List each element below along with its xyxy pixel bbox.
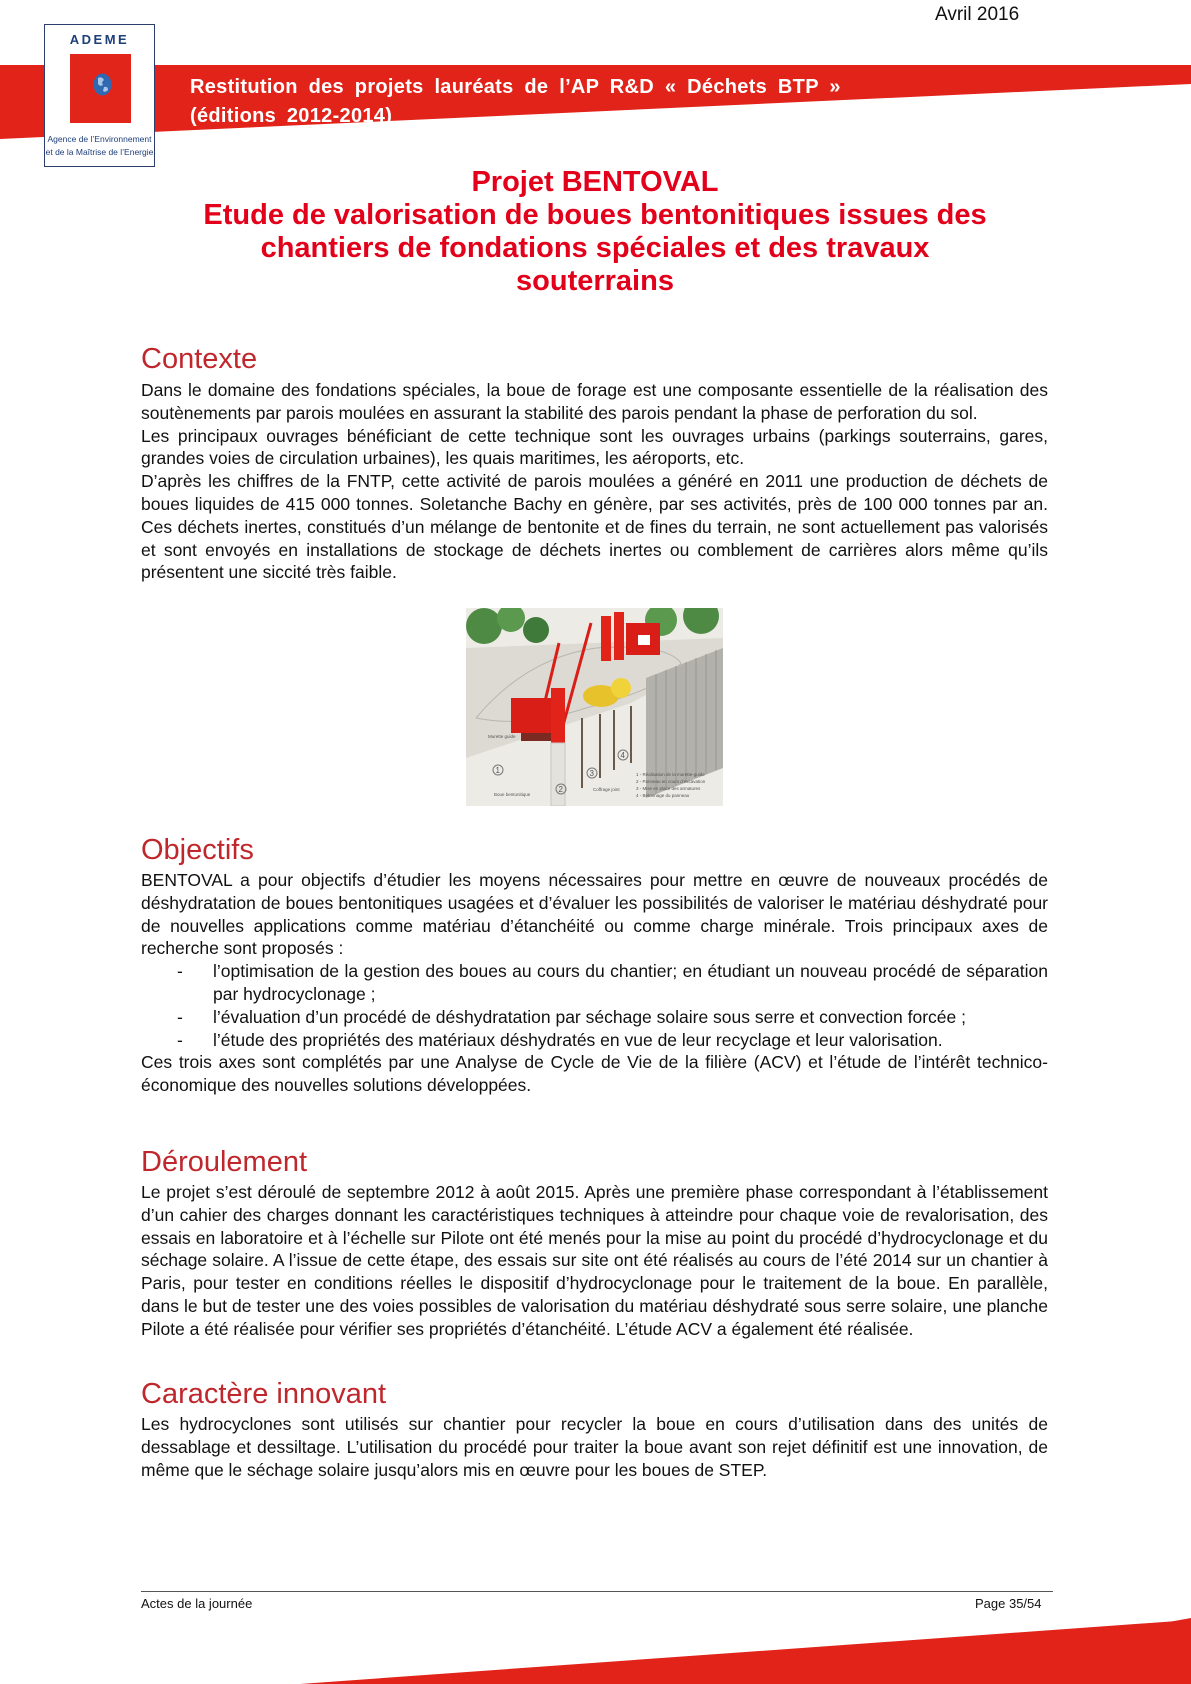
objectifs-intro: BENTOVAL a pour objectifs d’étudier les moyens nécessaires pour mettre en œuvre de nouveaux procédés de déshydratation de boues bentonitiques usagées et d’évaluer les possibilités de valoriser le matériau déshydraté pour de nouvelles applications comme matériau d’étanchéité ou comme charge minérale. Trois principaux axes de recherche sont proposés :: [141, 870, 1048, 959]
footer-event-label: Actes de la journée: [141, 1596, 253, 1611]
heading-objectifs: Objectifs: [141, 834, 254, 866]
document-date: Avril 2016: [935, 4, 1020, 25]
page-number: Page 35/54: [975, 1596, 1042, 1611]
label-number-3: 3: [589, 769, 594, 778]
globe-icon: [93, 73, 112, 96]
banner-line-2: (éditions 2012-2014): [190, 105, 393, 127]
bullet-dash: -: [177, 961, 183, 982]
list-item-text: l’optimisation de la gestion des boues au cours du chantier; en étudiant un nouveau procédé de séparation par hydrocyclonage ;: [213, 961, 1048, 1004]
label-number-2: 2: [558, 785, 563, 794]
legend-item-4: 4 - Bétonnage du panneau: [636, 793, 690, 798]
bullet-dash: -: [177, 1006, 183, 1027]
contexte-body: [141, 379, 1048, 584]
legend-item-1: 1 - Réalisation de la murette-guide: [636, 772, 705, 777]
contexte-paragraph-1: Dans le domaine des fondations spéciales, la boue de forage est une composante essentielle de la réalisation des soutènements par parois moulées en assurant la stabilité des parois pendant la phase de perforation du sol.: [141, 380, 1048, 423]
banner-title: [190, 73, 841, 131]
list-item: [141, 960, 1048, 1006]
bullet-dash: -: [177, 1029, 183, 1050]
logo-caption-line-1: Agence de l’Environnement: [47, 134, 152, 144]
list-item: [141, 1006, 1048, 1029]
logo-name: ADEME: [69, 32, 130, 47]
logo-caption-line-2: et de la Maîtrise de l’Energie: [45, 147, 154, 157]
footer-red-swoosh: [0, 1610, 1191, 1684]
list-item-text: l’étude des propriétés des matériaux déshydratés en vue de leur recyclage et leur valorisation.: [213, 1029, 943, 1050]
contexte-paragraph-2: Les principaux ouvrages bénéficiant de cette technique sont les ouvrages urbains (parkings souterrains, gares, grandes voies de circulation urbaines), les quais maritimes, les aéroports, etc.: [141, 425, 1048, 469]
objectifs-axes-list: [141, 960, 1048, 1051]
construction-site-diagram: [466, 608, 723, 806]
banner-line-1: Restitution des projets lauréats de l’AP R&D « Déchets BTP »: [190, 76, 841, 98]
label-coffrage-joint: Coffrage joint: [593, 787, 620, 792]
innovant-body: [141, 1413, 1048, 1481]
title-line-3: chantiers de fondations spéciales et des travaux: [260, 232, 930, 264]
label-murette-guide: Murette guide: [488, 734, 516, 739]
heading-deroulement: Déroulement: [141, 1146, 308, 1178]
deroulement-body: [141, 1181, 1048, 1341]
contexte-paragraph-3: D’après les chiffres de la FNTP, cette activité de parois moulées a généré en 2011 une production de déchets de boues liquides de 415 000 tonnes. Soletanche Bachy en génère, par ses activités, près de 100 000 tonnes par an. Ces déchets inertes, constitués d’un mélange de bentonite et de fines du terrain, ne sont actuellement pas valorisés et sont envoyés en installations de stockage de déchets inertes ou comblement de carrières alors même qu’ils présentent une siccité très faible.: [141, 471, 1048, 583]
legend-item-2: 2 - Panneau en cours d’excavation: [636, 779, 706, 784]
label-number-4: 4: [620, 751, 625, 760]
objectifs-outro: Ces trois axes sont complétés par une Analyse de Cycle de Vie de la filière (ACV) et l’étude de l’intérêt technico-économique des nouvelles solutions développées.: [141, 1052, 1048, 1096]
title-line-2: Etude de valorisation de boues bentonitiques issues des: [203, 199, 987, 231]
ademe-logo: [44, 24, 155, 167]
title-line-4: souterrains: [516, 265, 674, 297]
objectifs-body: [141, 869, 1048, 1097]
list-item: [141, 1029, 1048, 1052]
list-item-text: l’évaluation d’un procédé de déshydratation par séchage solaire sous serre et convection forcée ;: [213, 1006, 966, 1027]
logo-caption: [45, 133, 154, 159]
title-line-1: Projet BENTOVAL: [471, 166, 719, 198]
document-title: [140, 166, 1050, 298]
legend-item-3: 3 - Mise en place des armatures: [636, 786, 701, 791]
footer-divider: [141, 1591, 1053, 1592]
label-boue-bentonitique: Boue bentonitique: [494, 792, 531, 797]
heading-caractere-innovant: Caractère innovant: [141, 1378, 387, 1410]
heading-contexte: Contexte: [141, 343, 258, 375]
diaphragm-wall-illustration: [466, 608, 723, 806]
deroulement-paragraph: Le projet s’est déroulé de septembre 2012 à août 2015. Après une première phase correspondant à l’établissement d’un cahier des charges donnant les caractéristiques techniques à atteindre pour chaque voie de revalorisation, des essais en laboratoire et à l’échelle sur Pilote ont été menés pour la mise au point du procédé d’hydrocyclonage et du séchage solaire. A l’issue de cette étape, des essais sur site ont été réalisés au cours de l’été 2014 sur un chantier à Paris, pour tester en conditions réelles le dispositif d’hydrocyclonage pour le traitement de la boue. En parallèle, dans le but de tester une des voies possibles de valorisation du matériau déshydraté sous serre solaire, une planche Pilote a été réalisée pour vérifier ses propriétés d’étanchéité. L’étude ACV a également été réalisée.: [141, 1182, 1048, 1339]
innovant-paragraph: Les hydrocyclones sont utilisés sur chantier pour recycler la boue en cours d’utilisation dans des unités de dessablage et dessiltage. L’utilisation du procédé pour traiter la boue avant son rejet définitif est une innovation, de même que le séchage solaire jusqu’alors mis en œuvre pour les boues de STEP.: [141, 1414, 1048, 1480]
label-number-1: 1: [495, 766, 500, 775]
